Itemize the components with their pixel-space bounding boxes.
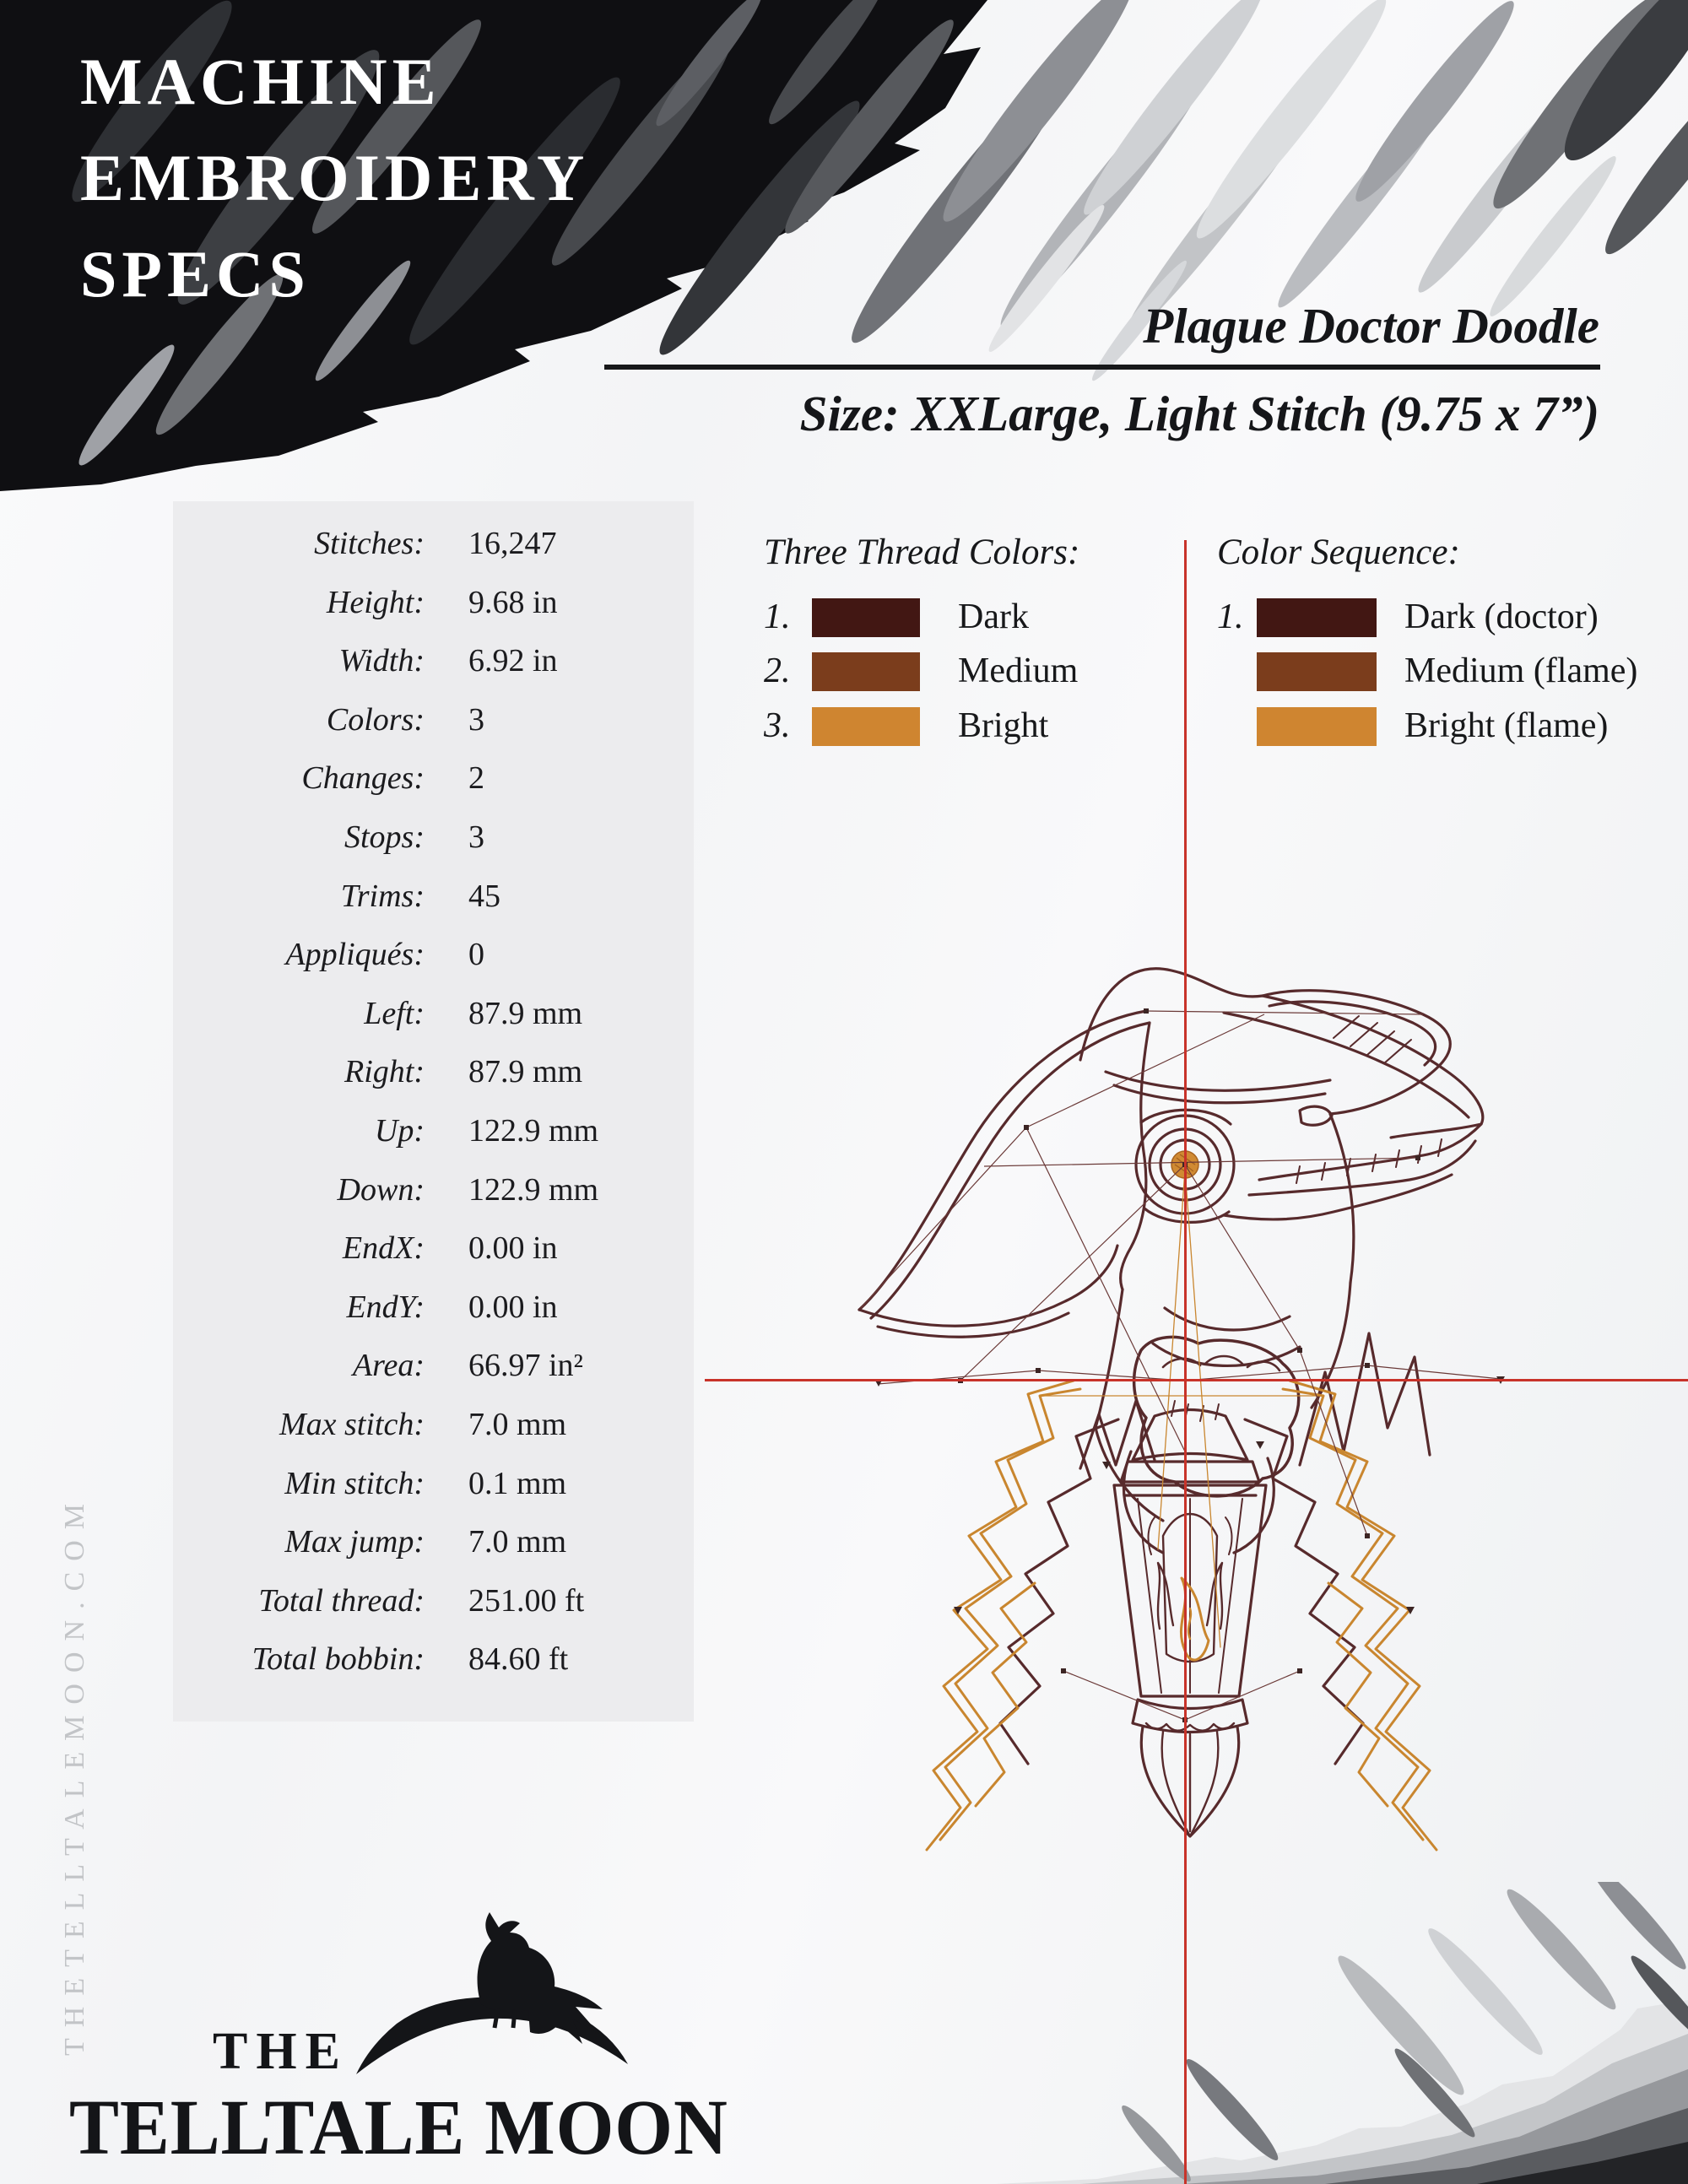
color-sequence-label: Bright (flame)	[1404, 706, 1609, 745]
dark-flame-right	[1245, 1419, 1363, 1764]
spec-row: Stitches: 16,247	[314, 526, 557, 561]
title-divider-line	[604, 365, 1600, 370]
dark-flame-left	[1000, 1419, 1118, 1764]
spec-row: Left: 87.9 mm	[364, 995, 583, 1031]
color-sequence-item	[1217, 707, 1688, 746]
crosshair-vertical-line	[1184, 540, 1187, 2184]
color-sequence-item	[1217, 598, 1688, 637]
spec-row: EndX: 0.00 in	[342, 1230, 558, 1267]
lantern-cap	[1133, 1410, 1247, 1461]
spec-row: Height: 9.68 in	[326, 584, 558, 620]
spec-row: Colors: 3	[326, 701, 484, 738]
spec-row: Trims: 45	[340, 878, 500, 914]
thread-color-number: 1.	[764, 597, 791, 636]
thread-color-swatch	[812, 652, 920, 691]
color-sequence-label: Medium (flame)	[1404, 651, 1638, 690]
skull-outline	[1121, 1023, 1150, 1289]
lantern-ring	[1123, 1451, 1274, 1553]
brand-word-telltale-moon: TELLTALE MOON	[69, 2084, 728, 2171]
thread-color-number: 3.	[764, 706, 791, 745]
telltale-moon-logo	[59, 1890, 768, 2177]
hat-brim-left	[859, 1011, 1146, 1310]
spec-row: Max stitch: 7.0 mm	[279, 1406, 567, 1442]
design-title: Plague Doctor Doodle	[1143, 298, 1599, 354]
hat-band	[1106, 1072, 1330, 1090]
color-sequence-swatch	[1257, 598, 1377, 637]
plague-doctor-illustration	[827, 911, 1536, 1992]
hat-brim-droop	[859, 1246, 1117, 1326]
color-sequence-swatch	[1257, 707, 1377, 746]
thread-color-swatch	[812, 598, 920, 637]
thread-color-item	[764, 598, 1270, 637]
spec-row: EndY: 0.00 in	[346, 1289, 558, 1325]
thread-colors-heading: Three Thread Colors:	[764, 532, 1080, 572]
spec-row: Changes: 2	[301, 760, 484, 797]
spec-row: Max jump: 7.0 mm	[284, 1524, 567, 1560]
page-title-line-1: MACHINE	[80, 45, 441, 118]
page-title	[80, 34, 589, 322]
spec-row: Min stitch: 0.1 mm	[284, 1465, 567, 1501]
thread-color-item	[764, 707, 1270, 746]
brand-word-the: THE	[213, 2023, 349, 2080]
color-sequence-heading: Color Sequence:	[1217, 532, 1460, 572]
thread-color-number: 2.	[764, 651, 791, 690]
color-sequence-number: 1.	[1217, 597, 1244, 636]
thread-color-item	[764, 652, 1270, 691]
design-size-line: Size: XXLarge, Light Stitch (9.75 x 7”)	[799, 386, 1599, 441]
spec-row: Width: 6.92 in	[338, 643, 558, 679]
spec-row: Up: 122.9 mm	[374, 1112, 599, 1149]
thread-color-label: Dark	[958, 597, 1029, 636]
page-title-line-2: EMBROIDERY	[80, 141, 590, 214]
color-sequence-swatch	[1257, 652, 1377, 691]
color-sequence-label: Dark (doctor)	[1404, 597, 1599, 636]
page-title-line-3: SPECS	[80, 237, 311, 311]
spec-row: Appliqués: 0	[285, 937, 484, 973]
thread-color-label: Bright	[958, 706, 1049, 745]
thread-color-swatch	[812, 707, 920, 746]
spec-row: Right: 87.9 mm	[344, 1054, 583, 1090]
spec-row: Area: 66.97 in²	[352, 1348, 583, 1384]
nostril	[1300, 1106, 1332, 1125]
beak-seam	[1259, 1124, 1481, 1180]
spec-row: Down: 122.9 mm	[337, 1171, 599, 1208]
thread-color-label: Medium	[958, 651, 1079, 690]
spec-table	[173, 501, 694, 1722]
crosshair-horizontal-line	[705, 1379, 1688, 1381]
color-sequence-item	[1217, 652, 1688, 691]
spec-row: Total thread: 251.00 ft	[258, 1582, 585, 1619]
spec-row: Stops: 3	[344, 819, 484, 855]
website-url-vertical: THETELLTALEMOON.COM	[59, 1492, 90, 2056]
spec-row: Total bobbin: 84.60 ft	[252, 1641, 569, 1678]
beak-top	[1263, 996, 1483, 1138]
